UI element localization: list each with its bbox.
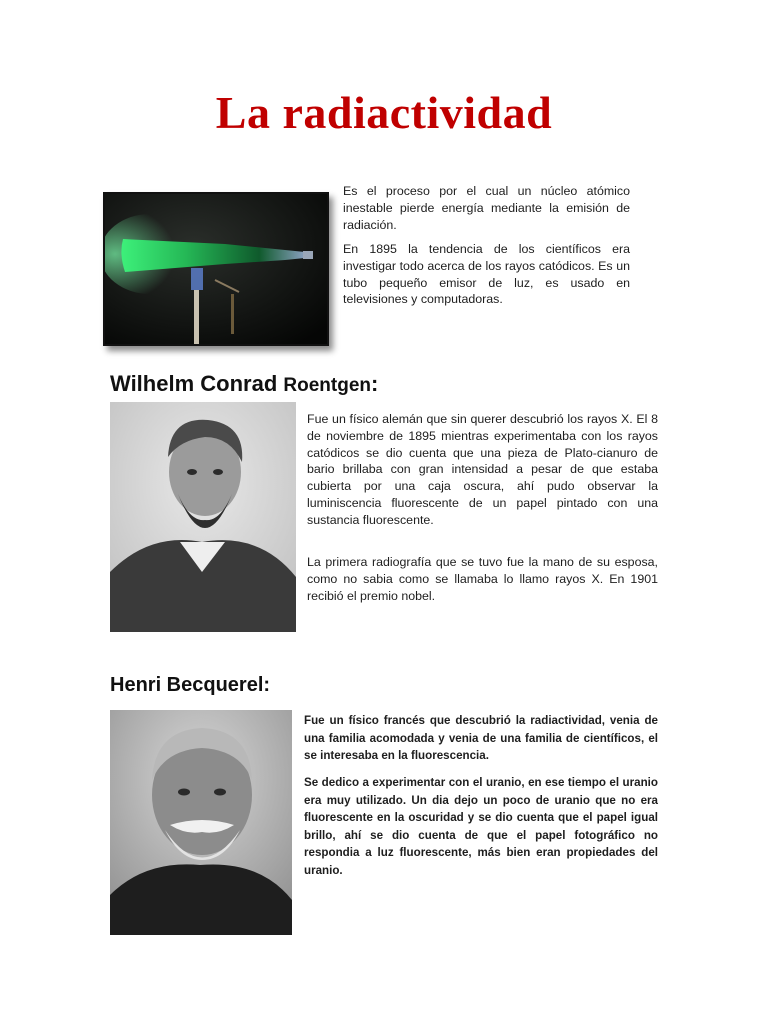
becquerel-heading [110, 674, 270, 697]
intro-paragraph-1: Es el proceso por el cual un núcleo atómico inestable pierde energía mediante la emisión de radiación. [343, 184, 630, 232]
roentgen-heading-colon: : [371, 371, 379, 396]
becquerel-heading-colon: : [263, 674, 271, 696]
roentgen-paragraph-1: Fue un físico alemán que sin querer descubrió los rayos X. El 8 de noviembre de 1895 mientras experimentaba con los rayos catódicos se dio cuenta que una pieza de Plato-cianuro de bario brillaba con gran intensidad a pesar de que estaba cubierta por una caja oscura, ahí pudo observar la luminiscencia fluorescente de un papel pintado con una sustancia fluorescente. [307, 412, 658, 527]
becquerel-heading-name: Henri Becquerel [110, 674, 264, 696]
roentgen-paragraph-2: La primera radiografía que se tuvo fue la mano de su esposa, como no sabia como se llamaba lo llamo rayos X. En 1901 recibió el premio nobel. [307, 555, 658, 603]
wilhelm-roentgen-portrait [110, 402, 296, 632]
page-title: La radiactividad [215, 87, 553, 138]
cathode-ray-tube-photo [103, 192, 329, 346]
roentgen-heading-surname: Roentgen [283, 375, 371, 396]
roentgen-heading-name: Wilhelm Conrad [110, 371, 278, 396]
henri-becquerel-portrait [110, 710, 292, 935]
intro-paragraph-2: En 1895 la tendencia de los científicos era investigar todo acerca de los rayos catódicos. Es un tubo pequeño emisor de luz, es usado en televisiones y computadoras. [343, 242, 630, 307]
becquerel-paragraph-2: Se dedico a experimentar con el uranio, en ese tiempo el uranio era muy utilizado. Un dia dejo un poco de uranio que no era fluorescente en la oscuridad y se dio cuenta que el papel igual brillo, ahí se dio cuenta de que el papel fotográfico no respondia a luz fluorescente, más bien eran propiedades del uranio. [304, 776, 658, 877]
roentgen-heading [110, 371, 378, 397]
becquerel-paragraph-1: Fue un físico francés que descubrió la radiactividad, venia de una familia acomodada y venia de una familia de científicos, el se interesaba en la fluorescencia. [304, 714, 658, 762]
